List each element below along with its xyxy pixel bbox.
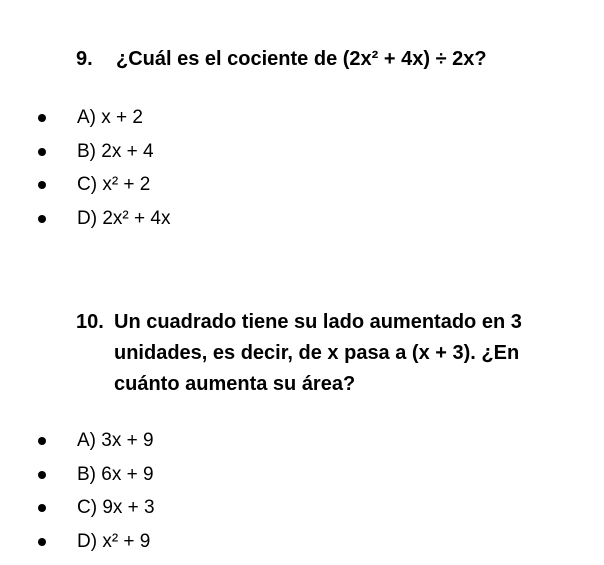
- bullet-icon: [38, 148, 46, 156]
- option-a: [38, 424, 155, 458]
- option-text: B) 2x + 4: [77, 140, 154, 162]
- option-text: C) x² + 2: [77, 174, 151, 195]
- question-text: Un cuadrado tiene su lado aumentado en 3 unidades, es decir, de x pasa a (x + 3). ¿En cuánto aumenta su área?: [114, 311, 522, 395]
- answer-options-9: [38, 101, 170, 235]
- option-a: [38, 101, 170, 135]
- bullet-icon: [38, 538, 46, 546]
- bullet-icon: [38, 471, 46, 479]
- answer-options-10: [38, 424, 155, 558]
- question-10: [76, 307, 576, 400]
- option-b: [38, 458, 155, 492]
- question-number: 9.: [76, 48, 93, 70]
- question-text: ¿Cuál es el cociente de (2x² + 4x) ÷ 2x?: [116, 48, 487, 70]
- option-text: D) x² + 9: [77, 530, 151, 552]
- option-text: A) x + 2: [77, 107, 143, 128]
- option-b: [38, 135, 170, 169]
- option-c: [38, 168, 170, 202]
- option-text: C) 9x + 3: [77, 497, 155, 518]
- option-text: B) 6x + 9: [77, 463, 154, 485]
- question-9: [76, 44, 487, 75]
- option-c: [38, 491, 155, 525]
- option-d: [38, 525, 155, 559]
- bullet-icon: [38, 437, 46, 445]
- bullet-icon: [38, 181, 46, 189]
- option-d: [38, 202, 170, 236]
- bullet-icon: [38, 215, 46, 223]
- question-number: 10.: [76, 311, 104, 333]
- bullet-icon: [38, 504, 46, 512]
- option-text: D) 2x² + 4x: [77, 207, 171, 229]
- bullet-icon: [38, 114, 46, 122]
- option-text: A) 3x + 9: [77, 430, 154, 451]
